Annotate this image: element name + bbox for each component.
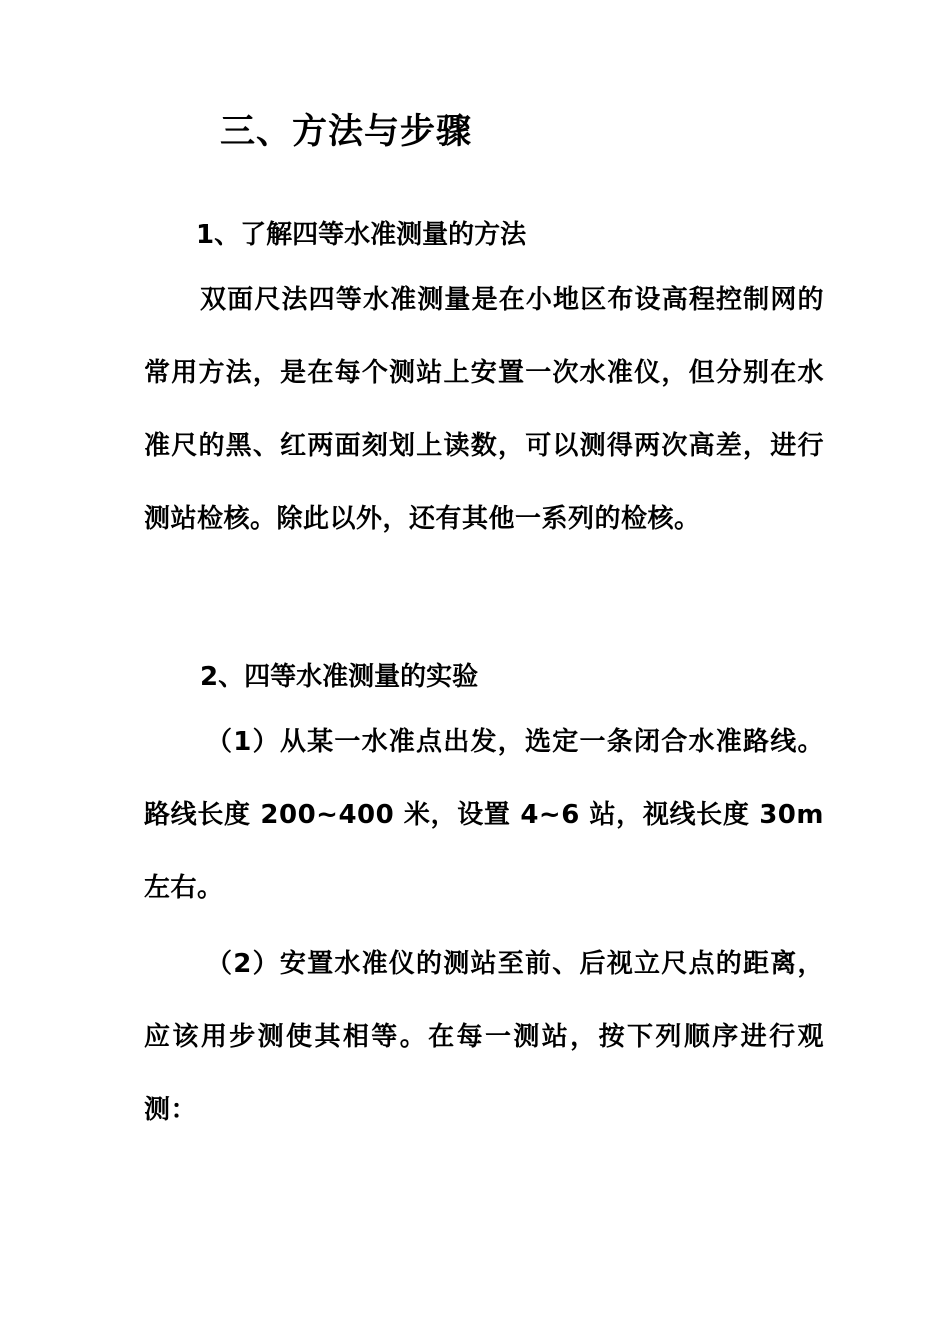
- paragraph-step-1: （1）从某一水准点出发，选定一条闭合水准路线。路线长度 200~400 米，设置 4~6 站，视线长度 30m 左右。: [144, 727, 824, 903]
- subsection-title-1: 1、了解四等水准测量的方法: [196, 220, 527, 250]
- subsection-title-2: 2、四等水准测量的实验: [200, 662, 479, 692]
- section-title: 三、方法与步骤: [220, 112, 473, 152]
- paragraph-method: 双面尺法四等水准测量是在小地区布设高程控制网的常用方法，是在每个测站上安置一次水准仪，但分别在水准尺的黑、红两面刻划上读数，可以测得两次高差，进行测站检核。除此以外，还有其他一系列的检核。: [144, 285, 824, 534]
- paragraph-step-2: （2）安置水准仪的测站至前、后视立尺点的距离，应该用步测使其相等。在每一测站，按下列顺序进行观测：: [144, 949, 824, 1125]
